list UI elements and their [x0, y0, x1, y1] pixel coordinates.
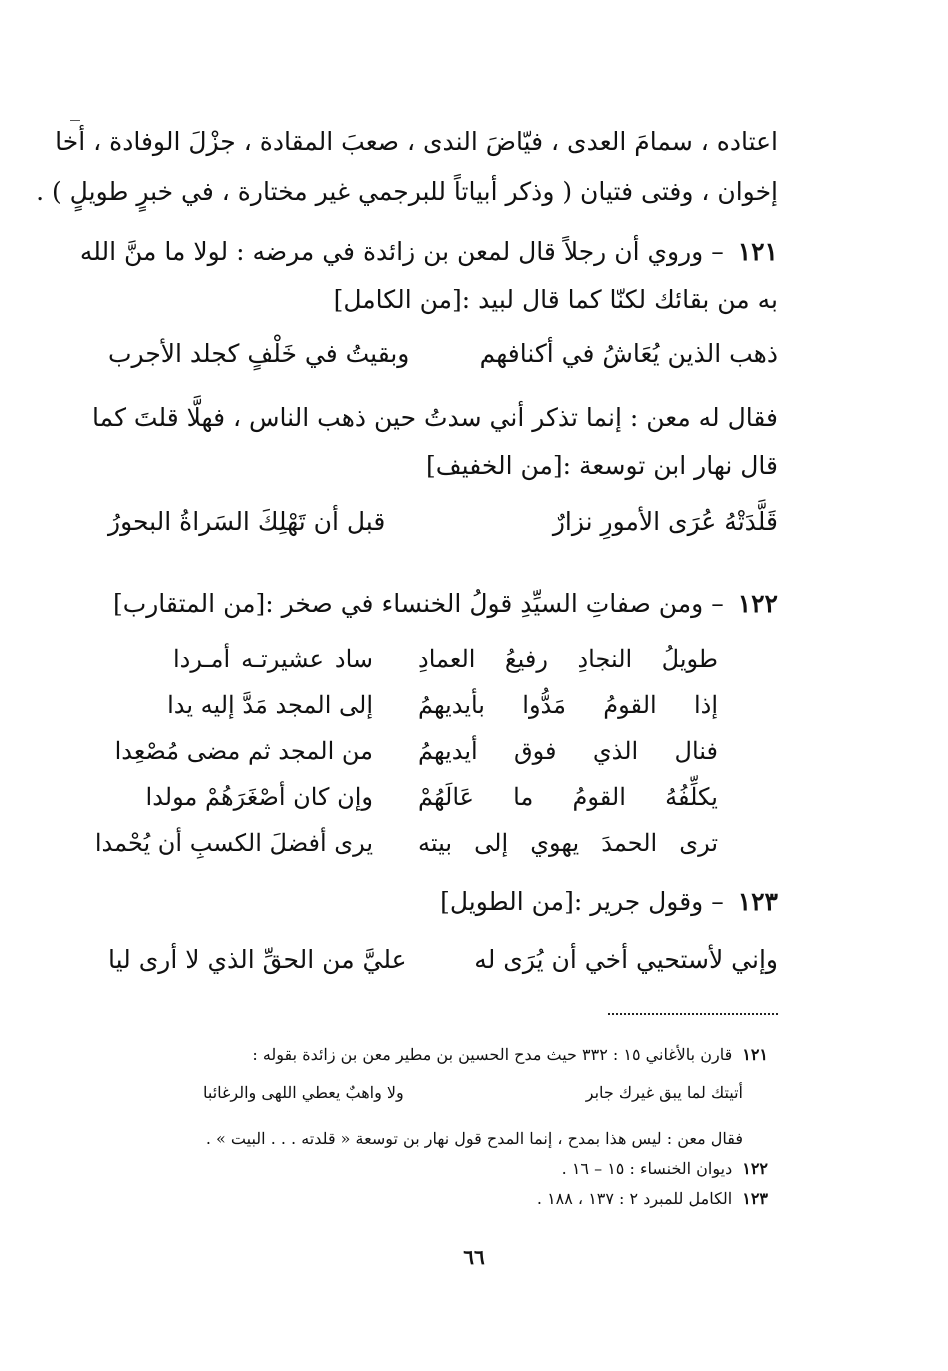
verse-hemistich: وبقيتُ في خَلْفٍ كجلد الأجرب	[108, 339, 410, 368]
poem-row	[167, 686, 718, 724]
verse-line	[108, 502, 778, 542]
footnote-122	[188, 1156, 768, 1182]
poem-hemistich: إلى المجد مَدَّ إليه يدا	[167, 691, 373, 719]
body-line: قال نهار ابن توسعة :[من الخفيف]	[426, 451, 778, 480]
body-line: به من بقائك لكنّا كما قال لبيد :[من الكامل]	[333, 285, 778, 314]
footnote-separator	[608, 1013, 778, 1015]
verse-line	[108, 940, 778, 980]
footnote-text: الكامل للمبرد ٢ : ١٣٧ ، ١٨٨ .	[536, 1189, 733, 1208]
poem-row	[145, 778, 718, 816]
body-line: إخوان ، وفتى فتيان ( وذكر أبياتاً للبرجمي غير مختارة ، في خبرٍ طويلٍ ) .	[36, 177, 778, 206]
footnote-123	[188, 1186, 768, 1212]
poem-hemistich: ترى الحمدَ يهوي إلى بيته	[418, 829, 718, 857]
body-line: اعتاده ، سمامَ العدى ، فيّاضَ الندى ، صعبَ المقادة ، جزْلَ الوفادة ، أخا	[55, 127, 778, 156]
footnote-text-line: فقال معن : ليس هذا بمدح ، إنما المدح قول نهار بن توسعة « قلدته . . . البيت » .	[205, 1129, 743, 1148]
verse-line	[108, 334, 778, 374]
footnote-text: قارن بالأغاني ١٥ : ٣٣٢ حيث مدح الحسين بن مطير معن بن زائدة بقوله :	[252, 1045, 733, 1064]
poem-row	[94, 824, 718, 862]
footnote-text: ديوان الخنساء : ١٥ – ١٦ .	[561, 1159, 733, 1178]
poem-hemistich: ساد عشيرتـه أمـردا	[173, 645, 373, 673]
poem-hemistich: من المجد ثم مضى مُصْعِدا	[114, 737, 373, 765]
poem-hemistich: فنال الذي فوق أيديهمُ	[418, 737, 718, 765]
verse-hemistich: ذهب الذين يُعَاشُ في أكنافهم	[479, 339, 778, 368]
footnote-hemistich: أتيتك لما يبق غيرك جابر	[585, 1083, 743, 1102]
entry-122-line	[108, 584, 778, 624]
body-line: فقال له معن : إنما تذكر أني سدتُ حين ذهب الناس ، فهلَّا قلتَ كما	[92, 403, 778, 432]
footnote-verse	[203, 1080, 743, 1106]
poem-hemistich: يكلِّفُهُ القومُ ما عَالَهُمْ	[418, 783, 718, 811]
poem-row	[173, 640, 718, 678]
poem-hemistich: طويلُ النجادِ رفيعُ العمادِ	[418, 645, 718, 673]
entry-text: – وروي أن رجلاً قال لمعن بن زائدة في مرضه : لولا ما منَّ الله	[79, 237, 724, 266]
verse-hemistich: عليَّ من الحقِّ الذي لا أرى ليا	[108, 945, 407, 974]
entry-text: – ومن صفاتِ السيِّدِ قولُ الخنساء في صخر :[من المتقارب]	[112, 589, 724, 618]
entry-number: ١٢٣	[737, 887, 778, 916]
verse-hemistich: وإني لأستحيي أخي أن يُرَى له	[474, 945, 778, 974]
poem-row	[114, 732, 718, 770]
entry-number: ١٢٢	[737, 589, 778, 618]
footnote-number: ١٢١	[742, 1045, 768, 1064]
entry-121-line	[79, 232, 778, 272]
verse-hemistich: قَلَّدَتْهُ عُرَى الأمورِ نزارٌ	[552, 507, 778, 536]
poem-hemistich: وإن كان أصْغَرَهُمْ مولدا	[145, 783, 373, 811]
footnote-hemistich: ولا واهبٌ يعطي اللهى والرغائبا	[203, 1083, 404, 1102]
entry-123-line	[108, 882, 778, 922]
footnote-number: ١٢٢	[742, 1159, 768, 1178]
verse-hemistich: قبل أن تَهْلِكَ السَراةُ البحورُ	[108, 507, 386, 536]
page-number: ٦٦	[463, 1245, 485, 1269]
margin-mark	[70, 120, 80, 121]
poem-hemistich: يرى أفضلَ الكسبِ أن يُحْمدا	[94, 829, 373, 857]
footnote-121	[188, 1042, 768, 1068]
entry-text: – وقول جرير :[من الطويل]	[440, 887, 724, 916]
poem-hemistich: إذا القومُ مَدُّوا بأيديهمُ	[418, 691, 718, 719]
footnote-number: ١٢٣	[742, 1189, 768, 1208]
entry-number: ١٢١	[737, 237, 778, 266]
